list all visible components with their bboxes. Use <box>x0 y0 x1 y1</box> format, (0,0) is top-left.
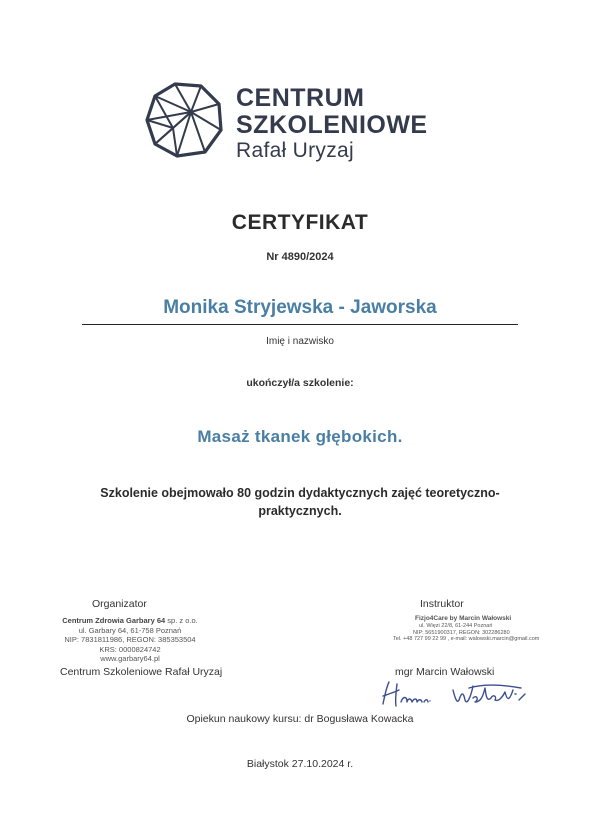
organizer-stamp-line-3: NIP: 7831811986, REGON: 385353504 <box>64 635 196 644</box>
instructor-stamp-line-4: Tel. +48 727 99 22 99 , e-mail: walowski.marcin@gmail.com <box>393 636 540 643</box>
course-scope <box>0 484 600 520</box>
instructor-stamp <box>393 616 543 643</box>
course-scope-line-2: praktycznych. <box>258 504 342 518</box>
instructor-label: Instruktor <box>420 598 464 610</box>
organizer-name: Centrum Szkoleniowe Rafał Uryzaj <box>60 666 223 678</box>
instructor-stamp-line-3: NIP: 5651900317, REGON: 302286280 <box>413 629 510 636</box>
instructor-stamp-line-2: ul. Więzi 22/8, 61-244 Poznań <box>419 622 493 629</box>
certificate-title: CERTYFIKAT <box>231 211 369 234</box>
participant-name: Monika Stryjewska - Jaworska <box>163 297 437 318</box>
place-and-date: Białystok 27.10.2024 r. <box>246 758 354 770</box>
name-caption: Imię i nazwisko <box>266 336 334 347</box>
instructor-signature <box>375 676 535 710</box>
course-supervisor: Opiekun naukowy kursu: dr Bogusława Kowacka <box>186 713 414 725</box>
instructor-stamp-line-1: Fizjo4Care by Marcin Wałowski <box>415 615 512 622</box>
logo-line-2: SZKOLENIOWE <box>236 111 428 139</box>
logo-line-3: Rafał Uryzaj <box>236 139 354 162</box>
logo-line-1: CENTRUM <box>236 84 365 112</box>
logo-wordmark <box>236 86 428 161</box>
organizer-stamp-line-1 <box>60 616 200 626</box>
organizer-stamp-line-5: www.garbary64.pl <box>100 654 160 663</box>
certificate-number: Nr 4890/2024 <box>266 251 334 263</box>
instructor-name: mgr Marcin Wałowski <box>395 666 495 678</box>
organizer-stamp-suffix: sp. z o.o. <box>167 616 198 625</box>
organizer-stamp-line-4: KRS: 0000824742 <box>99 644 161 654</box>
course-scope-line-1: Szkolenie obejmowało 80 godzin dydaktycznych zajęć teoretyczno- <box>100 486 500 500</box>
course-title: Masaż tkanek głębokich. <box>197 427 403 446</box>
organizer-stamp-company: Centrum Zdrowia Garbary 64 <box>62 616 166 625</box>
logo-polygon-icon <box>145 82 223 158</box>
name-underline <box>82 324 518 325</box>
organizer-stamp-line-2: ul. Garbary 64, 61-758 Poznań <box>78 625 182 635</box>
organizer-stamp <box>60 616 200 664</box>
completed-label: ukończył/a szkolenie: <box>246 377 354 389</box>
organizer-label: Organizator <box>92 598 147 610</box>
